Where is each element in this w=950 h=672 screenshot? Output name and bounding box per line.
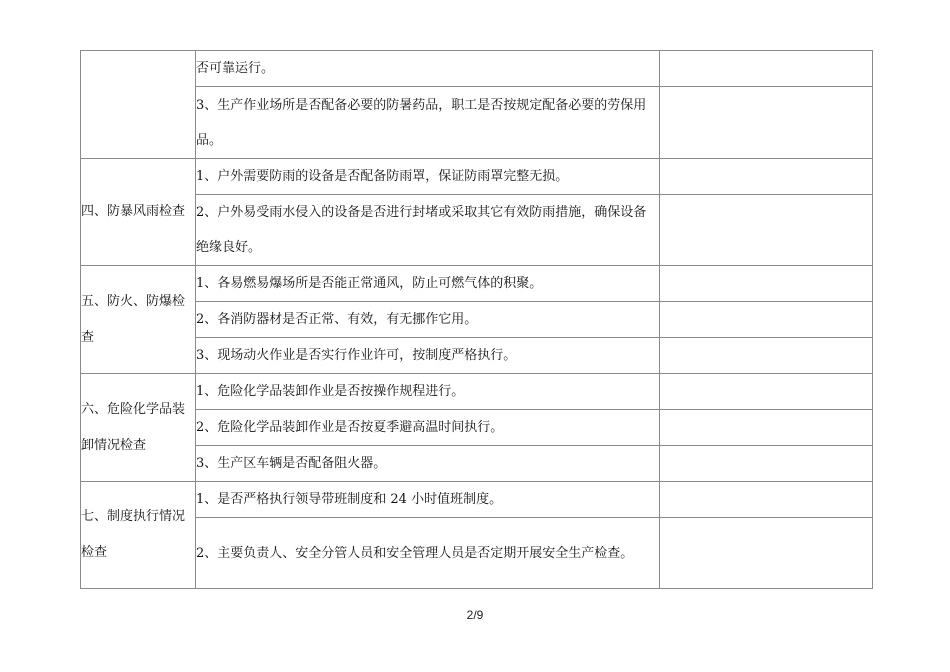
category-cell: 七、制度执行情况检查 (81, 482, 196, 589)
item-cell: 2、各消防器材是否正常、有效，有无挪作它用。 (196, 302, 660, 338)
category-cell (81, 51, 196, 159)
item-cell: 3、现场动火作业是否实行作业许可，按制度严格执行。 (196, 338, 660, 374)
table-row (81, 482, 873, 518)
item-cell: 否可靠运行。 (196, 51, 660, 87)
table-row (81, 302, 873, 338)
table-row (81, 446, 873, 482)
table-row (81, 410, 873, 446)
item-cell: 1、危险化学品装卸作业是否按操作规程进行。 (196, 374, 660, 410)
item-cell: 1、户外需要防雨的设备是否配备防雨罩，保证防雨罩完整无损。 (196, 159, 660, 195)
table-row (81, 51, 873, 87)
item-cell: 2、户外易受雨水侵入的设备是否进行封堵或采取其它有效防雨措施，确保设备绝缘良好。 (196, 195, 660, 266)
table-row (81, 159, 873, 195)
result-cell (660, 51, 873, 87)
item-cell: 3、生产作业场所是否配备必要的防暑药品，职工是否按规定配备必要的劳保用品。 (196, 87, 660, 159)
item-cell: 3、生产区车辆是否配备阻火器。 (196, 446, 660, 482)
result-cell (660, 266, 873, 302)
table-row (81, 87, 873, 159)
category-cell: 四、防暴风雨检查 (81, 159, 196, 266)
result-cell (660, 446, 873, 482)
category-cell: 五、防火、防爆检查 (81, 266, 196, 374)
inspection-table (80, 50, 873, 589)
table-row (81, 338, 873, 374)
page-number: 2/9 (466, 608, 484, 622)
item-cell: 2、危险化学品装卸作业是否按夏季避高温时间执行。 (196, 410, 660, 446)
result-cell (660, 195, 873, 266)
item-cell: 2、主要负责人、安全分管人员和安全管理人员是否定期开展安全生产检查。 (196, 518, 660, 589)
result-cell (660, 87, 873, 159)
result-cell (660, 518, 873, 589)
table-row (81, 266, 873, 302)
result-cell (660, 374, 873, 410)
table-row (81, 195, 873, 266)
result-cell (660, 338, 873, 374)
table-row (81, 518, 873, 589)
category-cell: 六、危险化学品装卸情况检查 (81, 374, 196, 482)
item-cell: 1、是否严格执行领导带班制度和 24 小时值班制度。 (196, 482, 660, 518)
table-row (81, 374, 873, 410)
result-cell (660, 410, 873, 446)
result-cell (660, 302, 873, 338)
item-cell: 1、各易燃易爆场所是否能正常通风，防止可燃气体的积聚。 (196, 266, 660, 302)
result-cell (660, 482, 873, 518)
result-cell (660, 159, 873, 195)
